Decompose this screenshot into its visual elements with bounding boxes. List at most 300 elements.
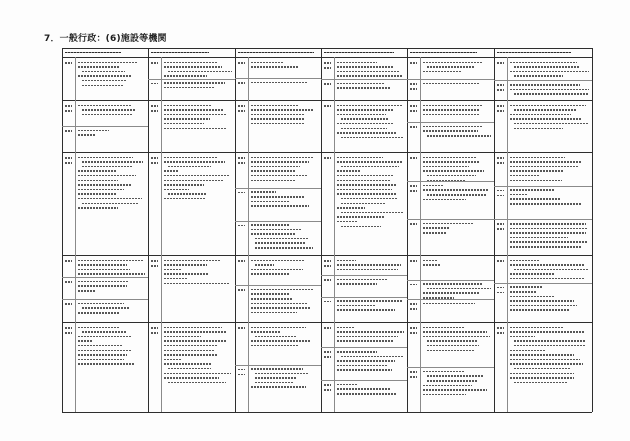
illegible-text-line <box>423 130 478 132</box>
illegible-text-line <box>337 327 354 329</box>
label-column-rule <box>420 57 421 412</box>
illegible-text-line <box>423 199 466 201</box>
row-label-mark <box>324 67 331 69</box>
illegible-text-line <box>337 269 398 271</box>
illegible-text-line <box>255 264 274 266</box>
illegible-text-line <box>337 388 390 390</box>
illegible-text-line <box>337 105 402 107</box>
illegible-text-line <box>341 118 389 120</box>
illegible-text-line <box>423 170 484 172</box>
illegible-text-line <box>423 385 472 387</box>
row-label-mark <box>324 83 331 85</box>
row-label-mark <box>324 157 331 159</box>
row-label-mark <box>497 84 504 86</box>
illegible-text-line <box>337 114 386 116</box>
illegible-text-line <box>514 93 589 95</box>
row-label-mark <box>324 327 331 329</box>
illegible-text-line <box>423 223 474 225</box>
illegible-text-line <box>337 384 358 386</box>
illegible-text-line <box>427 175 476 177</box>
illegible-text-line <box>82 80 126 82</box>
illegible-text-line <box>427 350 474 352</box>
illegible-text-line <box>78 180 118 182</box>
sub-row-rule <box>321 297 407 298</box>
illegible-text-line <box>251 205 309 207</box>
illegible-text-line <box>82 166 132 168</box>
illegible-text-line <box>510 291 537 293</box>
illegible-text-line <box>78 175 136 177</box>
illegible-text-line <box>251 196 304 198</box>
illegible-text-line <box>337 365 388 367</box>
illegible-text-line <box>337 340 394 342</box>
illegible-text-line <box>164 161 225 163</box>
row-label-mark <box>151 162 158 164</box>
illegible-text-line <box>251 386 306 388</box>
row-label-mark <box>497 110 504 112</box>
sub-row-rule <box>407 181 494 182</box>
row-label-mark <box>65 130 72 132</box>
illegible-text-line <box>427 288 491 290</box>
illegible-text-line <box>251 368 303 370</box>
illegible-text-line <box>164 198 206 200</box>
illegible-text-line <box>423 114 479 116</box>
illegible-text-line <box>341 128 387 130</box>
illegible-text-line <box>164 327 222 329</box>
illegible-text-line <box>423 126 483 128</box>
illegible-text-line <box>510 286 542 288</box>
illegible-text-line <box>251 312 297 314</box>
illegible-text-line <box>251 109 313 111</box>
illegible-text-line <box>164 82 225 84</box>
illegible-text-line <box>164 363 212 365</box>
illegible-text-line <box>337 180 391 182</box>
illegible-text-line <box>337 161 402 163</box>
row-label-mark <box>238 162 245 164</box>
illegible-text-line <box>510 180 562 182</box>
illegible-text-line <box>337 221 357 223</box>
illegible-text-line <box>164 260 221 262</box>
row-label-mark <box>238 157 245 159</box>
illegible-text-line <box>251 298 292 300</box>
illegible-text-line <box>514 123 589 125</box>
illegible-text-line <box>337 369 392 371</box>
illegible-text-line <box>337 331 404 333</box>
row-label-mark <box>410 303 417 305</box>
row-label-mark <box>497 157 504 159</box>
illegible-text-line <box>514 345 586 347</box>
illegible-text-line <box>255 247 313 249</box>
row-label-mark <box>497 223 504 225</box>
illegible-text-line <box>510 350 546 352</box>
illegible-text-line <box>164 62 218 64</box>
illegible-text-line <box>78 285 127 287</box>
illegible-text-line <box>251 345 299 347</box>
illegible-text-line <box>514 66 580 68</box>
illegible-text-line <box>168 382 226 384</box>
sub-row-rule <box>494 283 592 284</box>
row-label-mark <box>238 327 245 329</box>
row-label-mark <box>410 223 417 225</box>
illegible-text-line <box>423 303 475 305</box>
illegible-text-line <box>510 161 582 163</box>
illegible-text-line <box>337 109 394 111</box>
row-label-mark <box>497 228 504 230</box>
row-label-mark <box>410 332 417 334</box>
illegible-text-line <box>78 134 95 136</box>
illegible-text-line <box>423 105 482 107</box>
illegible-text-line <box>82 114 132 116</box>
illegible-text-line <box>78 303 124 305</box>
row-label-mark <box>410 105 417 107</box>
table-row-rule <box>62 100 592 101</box>
row-label-mark <box>65 162 72 164</box>
illegible-text-line <box>164 118 210 120</box>
header-text-line <box>324 52 394 54</box>
sub-row-rule <box>321 380 407 381</box>
illegible-text-line <box>423 327 465 329</box>
illegible-text-line <box>168 71 232 73</box>
illegible-text-line <box>251 175 308 177</box>
illegible-text-line <box>78 207 118 209</box>
row-label-mark <box>324 384 331 386</box>
illegible-text-line <box>423 189 489 191</box>
row-label-mark <box>410 308 417 310</box>
illegible-text-line <box>510 89 589 91</box>
illegible-text-line <box>255 238 308 240</box>
illegible-text-line <box>168 368 211 370</box>
label-column-rule <box>334 57 335 412</box>
illegible-text-line <box>164 128 227 130</box>
sub-row-rule <box>235 221 321 222</box>
row-label-mark <box>151 327 158 329</box>
illegible-text-line <box>168 193 207 195</box>
illegible-text-line <box>337 75 403 77</box>
illegible-text-line <box>510 71 589 73</box>
row-label-mark <box>324 351 331 353</box>
illegible-text-line <box>78 75 131 77</box>
illegible-text-line <box>510 237 568 239</box>
sub-row-rule <box>494 219 592 220</box>
illegible-text-line <box>510 194 527 196</box>
illegible-text-line <box>337 157 383 159</box>
table-column-rule <box>494 48 495 412</box>
sub-row-rule <box>62 277 148 278</box>
table-column-rule <box>592 48 593 412</box>
row-label-mark <box>151 62 158 64</box>
illegible-text-line <box>423 394 466 396</box>
row-label-mark <box>238 374 245 376</box>
row-label-mark <box>497 105 504 107</box>
illegible-text-line <box>78 312 119 314</box>
illegible-text-line <box>427 135 491 137</box>
illegible-text-line <box>164 373 231 375</box>
illegible-text-line <box>164 273 208 275</box>
illegible-text-line <box>78 336 131 338</box>
illegible-text-line <box>510 157 565 159</box>
sub-row-rule <box>407 122 494 123</box>
illegible-text-line <box>251 293 289 295</box>
row-label-mark <box>410 126 417 128</box>
row-label-mark <box>410 83 417 85</box>
illegible-text-line <box>251 327 306 329</box>
illegible-text-line <box>510 189 554 191</box>
illegible-text-line <box>337 336 398 338</box>
illegible-text-line <box>337 393 397 395</box>
illegible-text-line <box>337 62 377 64</box>
table-row-rule <box>62 48 592 49</box>
illegible-text-line <box>423 157 476 159</box>
illegible-text-line <box>423 389 487 391</box>
row-label-mark <box>410 260 417 262</box>
illegible-text-line <box>251 170 295 172</box>
illegible-text-line <box>337 216 384 218</box>
row-label-mark <box>65 303 72 305</box>
illegible-text-line <box>164 354 218 356</box>
illegible-text-line <box>341 198 398 200</box>
illegible-text-line <box>78 264 127 266</box>
illegible-text-line <box>78 281 129 283</box>
illegible-text-line <box>164 180 223 182</box>
row-label-mark <box>65 281 72 283</box>
row-label-mark <box>497 195 504 197</box>
illegible-text-line <box>423 264 441 266</box>
row-label-mark <box>151 265 158 267</box>
illegible-text-line <box>164 157 217 159</box>
illegible-text-line <box>251 233 295 235</box>
row-label-mark <box>410 157 417 159</box>
row-label-mark <box>497 287 504 289</box>
row-label-mark <box>238 62 245 64</box>
illegible-text-line <box>423 336 490 338</box>
table-column-rule <box>235 48 236 412</box>
illegible-text-line <box>164 66 222 68</box>
illegible-text-line <box>423 166 469 168</box>
row-label-mark <box>151 110 158 112</box>
row-label-mark <box>324 356 331 358</box>
illegible-text-line <box>78 290 95 292</box>
illegible-text-line <box>337 264 401 266</box>
row-label-mark <box>238 369 245 371</box>
row-label-mark <box>497 190 504 192</box>
illegible-text-line <box>251 224 290 226</box>
sub-row-rule <box>235 285 321 286</box>
illegible-text-line <box>514 75 563 77</box>
illegible-text-line <box>168 166 211 168</box>
illegible-text-line <box>510 278 584 280</box>
illegible-text-line <box>78 62 137 64</box>
illegible-text-line <box>164 189 189 191</box>
sub-row-rule <box>148 79 235 80</box>
illegible-text-line <box>164 264 207 266</box>
row-label-mark <box>65 327 72 329</box>
illegible-text-line <box>337 175 394 177</box>
row-label-mark <box>65 260 72 262</box>
illegible-text-line <box>510 264 585 266</box>
illegible-text-line <box>337 300 402 302</box>
illegible-text-line <box>423 109 479 111</box>
illegible-text-line <box>427 340 478 342</box>
row-label-mark <box>410 62 417 64</box>
row-label-mark <box>410 190 417 192</box>
row-label-mark <box>65 110 72 112</box>
illegible-text-line <box>337 189 392 191</box>
illegible-text-line <box>251 180 295 182</box>
illegible-text-line <box>423 161 479 163</box>
row-label-mark <box>324 279 331 281</box>
illegible-text-line <box>423 83 479 85</box>
illegible-text-line <box>251 62 283 64</box>
illegible-text-line <box>164 269 181 271</box>
illegible-text-line <box>251 118 304 120</box>
illegible-text-line <box>510 62 577 64</box>
illegible-text-line <box>78 340 92 342</box>
sub-row-rule <box>235 188 321 189</box>
label-column-rule <box>161 57 162 412</box>
row-label-mark <box>497 162 504 164</box>
illegible-text-line <box>423 331 487 333</box>
illegible-text-line <box>164 87 214 89</box>
illegible-text-line <box>423 227 450 229</box>
row-label-mark <box>151 83 158 85</box>
sub-row-rule <box>407 280 494 281</box>
label-column-rule <box>75 57 76 412</box>
illegible-text-line <box>78 327 119 329</box>
row-label-mark <box>238 105 245 107</box>
illegible-text-line <box>251 303 308 305</box>
illegible-text-line <box>164 105 212 107</box>
illegible-text-line <box>164 170 178 172</box>
illegible-text-line <box>164 377 219 379</box>
illegible-text-line <box>510 260 539 262</box>
illegible-text-line <box>510 377 574 379</box>
table-column-rule <box>148 48 149 412</box>
illegible-text-line <box>427 345 479 347</box>
illegible-text-line <box>255 336 296 338</box>
illegible-text-line <box>510 241 588 243</box>
illegible-text-line <box>423 185 443 187</box>
table-column-rule <box>321 48 322 412</box>
illegible-text-line <box>510 331 585 333</box>
illegible-text-line <box>251 340 310 342</box>
illegible-text-line <box>78 350 132 352</box>
illegible-text-line <box>510 363 583 365</box>
illegible-text-line <box>341 137 403 139</box>
header-text-line <box>151 52 209 54</box>
illegible-text-line <box>164 184 204 186</box>
row-label-mark <box>238 225 245 227</box>
row-label-mark <box>497 260 504 262</box>
row-label-mark <box>151 157 158 159</box>
illegible-text-line <box>164 278 187 280</box>
illegible-text-line <box>251 269 303 271</box>
illegible-text-line <box>337 360 395 362</box>
illegible-text-line <box>510 246 581 248</box>
illegible-text-line <box>337 83 384 85</box>
illegible-text-line <box>251 273 290 275</box>
illegible-text-line <box>78 157 133 159</box>
illegible-text-line <box>341 212 403 214</box>
illegible-text-line <box>423 71 461 73</box>
illegible-text-line <box>82 71 125 73</box>
illegible-text-line <box>251 191 276 193</box>
illegible-text-line <box>78 354 127 356</box>
illegible-text-line <box>514 340 586 342</box>
illegible-text-line <box>251 114 304 116</box>
illegible-text-line <box>78 105 132 107</box>
row-label-mark <box>324 301 331 303</box>
row-label-mark <box>65 332 72 334</box>
illegible-text-line <box>251 331 280 333</box>
row-label-mark <box>65 105 72 107</box>
illegible-text-line <box>341 166 399 168</box>
illegible-text-line <box>423 232 446 234</box>
illegible-text-line <box>510 309 570 311</box>
illegible-text-line <box>251 66 298 68</box>
sub-row-rule <box>407 219 494 220</box>
row-label-mark <box>497 327 504 329</box>
row-label-mark <box>410 327 417 329</box>
illegible-text-line <box>251 82 308 84</box>
row-label-mark <box>410 371 417 373</box>
illegible-text-line <box>510 305 577 307</box>
illegible-text-line <box>337 193 396 195</box>
sub-row-rule <box>407 79 494 80</box>
row-label-mark <box>497 332 504 334</box>
illegible-text-line <box>255 373 308 375</box>
table-row-rule <box>62 255 592 256</box>
illegible-text-line <box>423 260 437 262</box>
illegible-text-line <box>164 75 207 77</box>
illegible-text-line <box>164 331 226 333</box>
illegible-text-line <box>78 345 123 347</box>
illegible-text-line <box>510 223 586 225</box>
illegible-text-line <box>255 382 294 384</box>
illegible-text-line <box>78 189 124 191</box>
illegible-text-line <box>337 283 377 285</box>
illegible-text-line <box>337 309 395 311</box>
illegible-text-line <box>510 175 539 177</box>
illegible-text-line <box>337 207 365 209</box>
illegible-text-line <box>337 66 393 68</box>
illegible-text-line <box>82 331 126 333</box>
illegible-text-line <box>510 170 564 172</box>
illegible-text-line <box>251 166 300 168</box>
row-label-mark <box>238 192 245 194</box>
sub-row-rule <box>62 299 148 300</box>
illegible-text-line <box>251 201 290 203</box>
illegible-text-line <box>337 260 356 262</box>
row-label-mark <box>151 105 158 107</box>
illegible-text-line <box>510 327 563 329</box>
illegible-text-line <box>427 194 487 196</box>
illegible-text-line <box>164 175 230 177</box>
illegible-text-line <box>510 300 574 302</box>
illegible-text-line <box>423 62 483 64</box>
illegible-text-line <box>78 260 143 262</box>
row-label-mark <box>324 260 331 262</box>
illegible-text-line <box>510 354 574 356</box>
illegible-text-line <box>427 375 483 377</box>
illegible-text-line <box>514 382 567 384</box>
row-label-mark <box>324 265 331 267</box>
sub-row-rule <box>235 365 321 366</box>
illegible-text-line <box>164 359 181 361</box>
row-label-mark <box>410 284 417 286</box>
illegible-text-line <box>82 203 138 205</box>
illegible-text-line <box>164 114 226 116</box>
table-column-rule <box>62 48 63 412</box>
row-label-mark <box>151 260 158 262</box>
